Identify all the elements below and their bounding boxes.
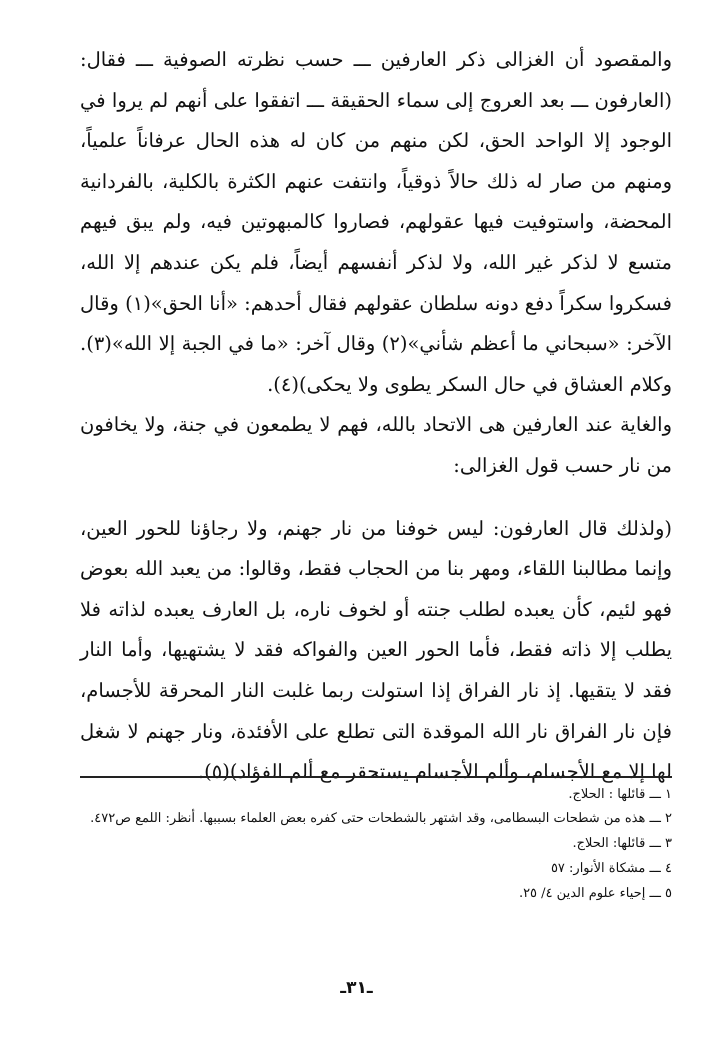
footnote-2: ٢ ـــ هذه من شطحات البسطامى، وقد اشتهر بالشطحات حتى كفره بعض العلماء بسببها. أنظر: اللمع ص٤٧٢. bbox=[90, 811, 672, 826]
paragraph-2: والغاية عند العارفين هى الاتحاد بالله، فهم لا يطمعون في جنة، ولا يخافون من نار حسب قول الغزالى: bbox=[80, 413, 672, 477]
paragraph-gap bbox=[80, 487, 672, 509]
footnotes bbox=[80, 782, 672, 906]
paragraph-3-quote: (ولذلك قال العارفون: ليس خوفنا من نار جهنم، ولا رجاؤنا للحور العين، وإنما مطالبنا اللقاء، ومهر بنا من الحجاب فقط، وقالوا: من يعبد الله بعوض فهو لئيم، كأن يعبده لطلب جنته أو لخوف ناره، بل العارف يعبده لذاته فلا يطلب إلا ذاته فقط، فأما الحور العين والفواكه فقد لا يشتهيها، وأما النار فقد لا يتقيها. إذ نار الفراق إذا استولت ربما غلبت النار المحرقة للأجسام، فإن نار الفراق نار الله الموقدة التى تطلع على الأفئدة، ونار جهنم لا شغل لها إلا مع الأجسام، وألم الأجسام يستحقر مع ألم الفؤاد)(٥). bbox=[80, 516, 672, 784]
paragraph-1: والمقصود أن الغزالى ذكر العارفين ـــ حسب نظرته الصوفية ـــ فقال: (العارفون ـــ بعد العروج إلى سماء الحقيقة ـــ اتفقوا على أنهم لم يروا في الوجود إلا الواحد الحق، لكن منهم من كان له هذه الحال عرفاناً علمياً، ومنهم من صار له ذلك حالاً ذوقياً، وانتفت عنهم الكثرة بالكلية، بالفردانية المحضة، واستوفيت فيها عقولهم، فصاروا كالمبهوتين فيه، ولم يبق فيهم متسع لا لذكر غير الله، ولا لذكر أنفسهم أيضاً، فلم يكن عندهم إلا الله، فسكروا سكراً دفع دونه سلطان عقولهم فقال أحدهم: «أنا الحق»(١) وقال الآخر: «سبحاني ما أعظم شأني»(٢) وقال آخر: «ما في الجبة إلا الله»(٣). وكلام العشاق في حال السكر يطوى ولا يحكى)(٤). bbox=[80, 48, 673, 396]
footnote-4: ٤ ـــ مشكاة الأنوار: ٥٧ bbox=[550, 861, 672, 876]
main-text bbox=[80, 40, 672, 793]
page-number: ـ٣١ـ bbox=[340, 978, 373, 998]
footnote-divider bbox=[80, 776, 672, 778]
footnote-3: ٣ ـــ قائلها: الحلاج. bbox=[572, 836, 672, 851]
footnote-1: ١ ـــ قائلها : الحلاج. bbox=[568, 787, 672, 802]
footnote-5: ٥ ـــ إحياء علوم الدين ٤/ ٢٥. bbox=[518, 886, 672, 901]
